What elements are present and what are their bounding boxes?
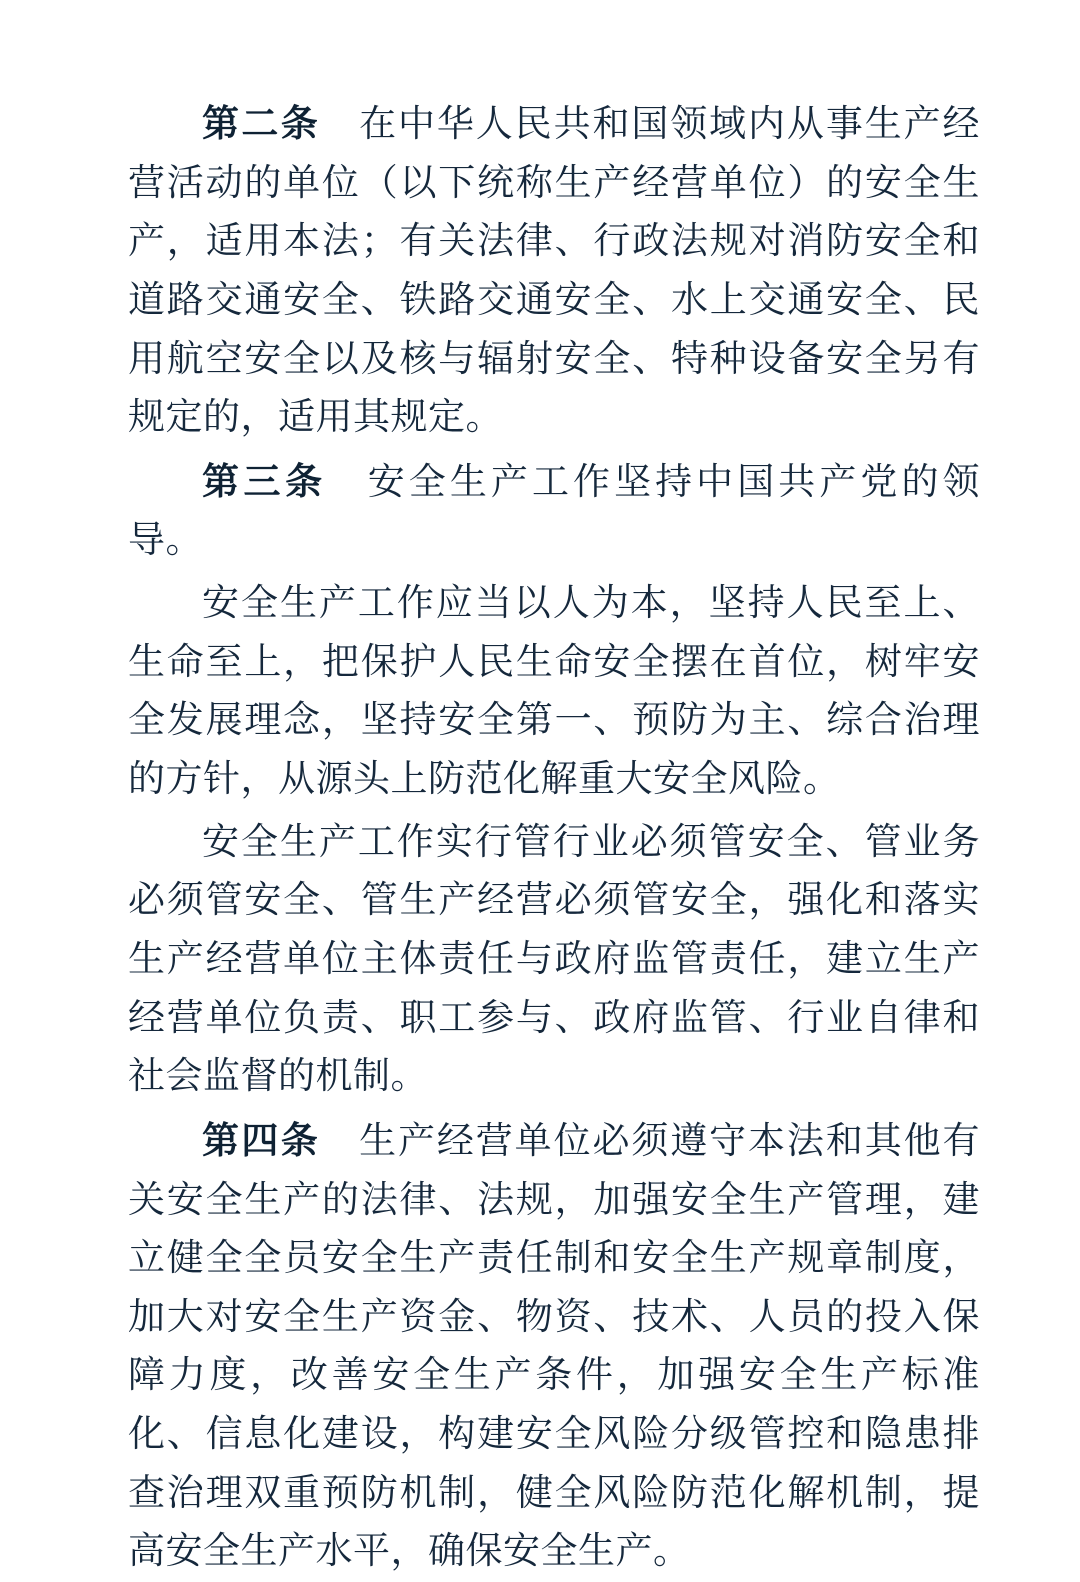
article-2-label: 第二条	[202, 104, 321, 145]
document-body	[128, 96, 980, 1582]
article-4-paragraph-1	[128, 1113, 980, 1582]
article-2-text-1: 在中华人民共和国领域内从事生产经营活动的单位（以下统称生产经营单位）的安全生产，适用本法；有关法律、行政法规对消防安全和道路交通安全、铁路交通安全、水上交通安全、民用航空安全以及核与辐射安全、特种设备安全另有规定的，适用其规定。	[128, 104, 981, 439]
article-4-label: 第四条	[202, 1120, 321, 1162]
article-3-label: 第三条	[202, 461, 327, 503]
article-4-text-1: 生产经营单位必须遵守本法和其他有关安全生产的法律、法规，加强安全生产管理，建立健全全员安全生产责任制和安全生产规章制度，加大对安全生产资金、物资、技术、人员的投入保障力度，改善安全生产条件，加强安全生产标准化、信息化建设，构建安全风险分级管控和隐患排查治理双重预防机制，健全风险防范化解机制，提高安全生产水平，确保安全生产。	[128, 1120, 981, 1573]
article-3-text-1: 安全生产工作坚持中国共产党的领导。	[128, 461, 981, 562]
article-block-3	[128, 454, 980, 1107]
article-3-paragraph-3: 安全生产工作实行管行业必须管安全、管业务必须管安全、管生产经营必须管安全，强化和落实生产经营单位主体责任与政府监管责任，建立生产经营单位负责、职工参与、政府监管、行业自律和社会监督的机制。	[128, 821, 980, 1098]
article-2-paragraph-1	[128, 96, 980, 448]
article-3-paragraph-2: 安全生产工作应当以人为本，坚持人民至上、生命至上，把保护人民生命安全摆在首位，树牢安全发展理念，坚持安全第一、预防为主、综合治理的方针，从源头上防范化解重大安全风险。	[128, 583, 980, 801]
article-block-4	[128, 1113, 980, 1582]
article-3-paragraph-1	[128, 454, 980, 571]
article-block-2	[128, 96, 980, 448]
